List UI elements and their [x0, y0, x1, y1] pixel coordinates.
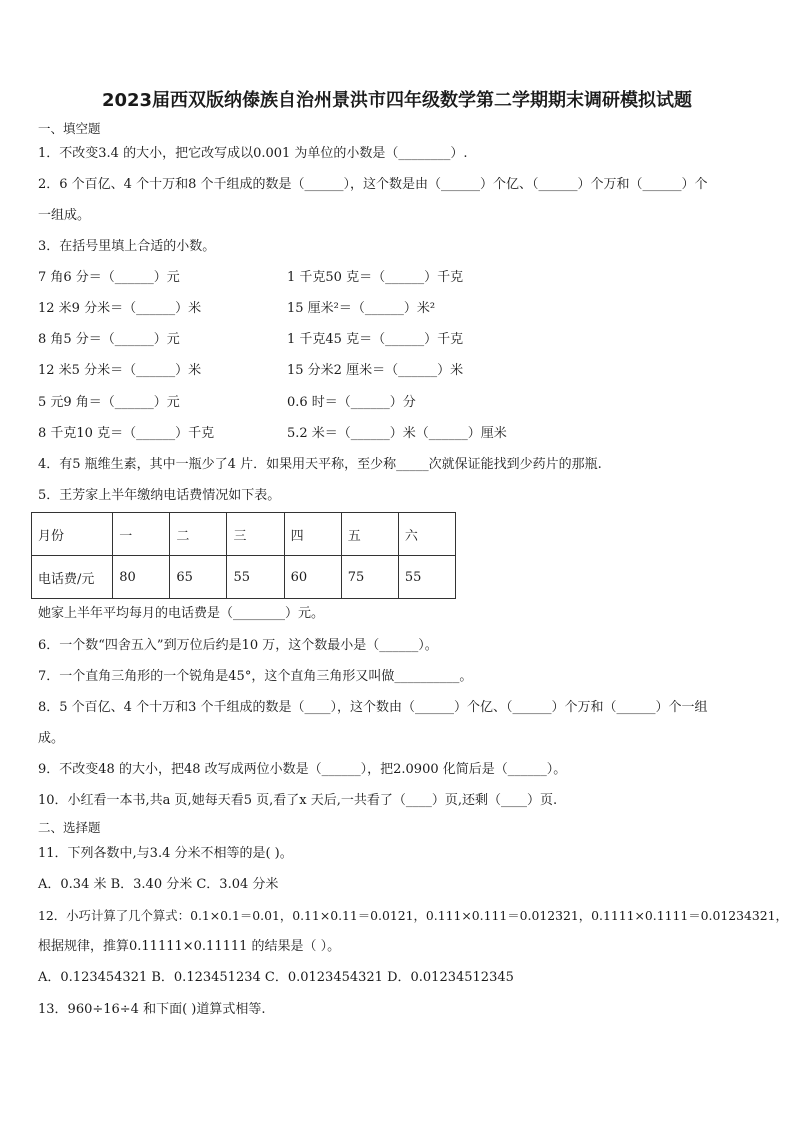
q3-item-left: 12 米5 分米＝（______）米	[38, 363, 202, 378]
question-11: 11．下列各数中,与3.4 分米不相等的是( )。	[38, 846, 293, 861]
question-2-line2: 一组成。	[38, 208, 91, 223]
table-cell: 一	[113, 513, 170, 556]
table-cell: 月份	[32, 513, 113, 556]
q3-item-right: 1 千克45 克＝（______）千克	[287, 332, 464, 347]
table-cell: 三	[227, 513, 284, 556]
question-4: 4．有5 瓶维生素，其中一瓶少了4 片．如果用天平称，至少称_____次就保证能找到少药片的那瓶.	[38, 457, 602, 472]
page-title: 2023届西双版纳傣族自治州景洪市四年级数学第二学期期末调研模拟试题	[101, 90, 693, 111]
table-row	[32, 556, 456, 599]
table-cell: 75	[341, 556, 398, 599]
question-2-line1: 2．6 个百亿、4 个十万和8 个千组成的数是（______），这个数是由（______）个亿、（______）个万和（______）个	[38, 177, 708, 192]
phone-bill-table	[31, 512, 456, 599]
question-8-line2: 成。	[38, 731, 65, 746]
question-12-options: A．0.123454321 B．0.123451234 C．0.0123454321 D．0.01234512345	[38, 970, 514, 985]
q3-item-right: 15 厘米²＝（______）米²	[287, 301, 436, 316]
q3-item-left: 8 千克10 克＝（______）千克	[38, 426, 215, 441]
table-cell: 80	[113, 556, 170, 599]
table-cell: 65	[170, 556, 227, 599]
table-cell: 55	[227, 556, 284, 599]
question-8-line1: 8．5 个百亿、4 个十万和3 个千组成的数是（____），这个数由（______）个亿、（______）个万和（______）个一组	[38, 700, 708, 715]
question-1: 1．不改变3.4 的大小，把它改写成以0.001 为单位的小数是（________）.	[38, 146, 468, 161]
question-5: 5．王芳家上半年缴纳电话费情况如下表。	[38, 488, 281, 503]
table-cell: 六	[398, 513, 455, 556]
question-11-options: A．0.34 米 B．3.40 分米 C．3.04 分米	[38, 877, 279, 892]
table-cell: 60	[284, 556, 341, 599]
table-row	[32, 513, 456, 556]
table-cell: 二	[170, 513, 227, 556]
table-cell: 四	[284, 513, 341, 556]
q3-item-right: 0.6 时＝（______）分	[287, 395, 416, 410]
table-cell: 55	[398, 556, 455, 599]
section-choice-heading: 二、选择题	[38, 820, 101, 835]
question-6: 6．一个数“四舍五入”到万位后约是10 万，这个数最小是（______）。	[38, 638, 438, 653]
question-12-line1: 12．小巧计算了几个算式：0.1×0.1＝0.01，0.11×0.11＝0.0121，0.111×0.111＝0.012321，0.1111×0.1111＝0.01234321，	[38, 908, 788, 923]
q3-item-left: 12 米9 分米＝（______）米	[38, 301, 202, 316]
q3-item-right: 15 分米2 厘米＝（______）米	[287, 363, 464, 378]
question-7: 7．一个直角三角形的一个锐角是45°，这个直角三角形又叫做__________。	[38, 669, 473, 684]
question-10: 10．小红看一本书,共a 页,她每天看5 页,看了x 天后,一共看了（____）页,还剩（____）页.	[38, 793, 558, 808]
q3-item-left: 5 元9 角＝（______）元	[38, 395, 180, 410]
q3-item-left: 7 角6 分＝（______）元	[38, 270, 180, 285]
table-cell: 五	[341, 513, 398, 556]
table-cell: 电话费/元	[32, 556, 113, 599]
question-12-line2: 根据规律，推算0.11111×0.11111 的结果是（ ）。	[38, 939, 341, 954]
question-5-tail: 她家上半年平均每月的电话费是（________）元。	[38, 606, 325, 621]
question-13: 13．960÷16÷4 和下面( )道算式相等.	[38, 1002, 266, 1017]
q3-item-right: 1 千克50 克＝（______）千克	[287, 270, 464, 285]
question-9: 9．不改变48 的大小，把48 改写成两位小数是（______），把2.0900 化简后是（______）。	[38, 762, 567, 777]
section-fill-heading: 一、填空题	[38, 121, 101, 136]
question-3: 3．在括号里填上合适的小数。	[38, 239, 216, 254]
q3-item-left: 8 角5 分＝（______）元	[38, 332, 180, 347]
q3-item-right: 5.2 米＝（______）米（______）厘米	[287, 426, 507, 441]
